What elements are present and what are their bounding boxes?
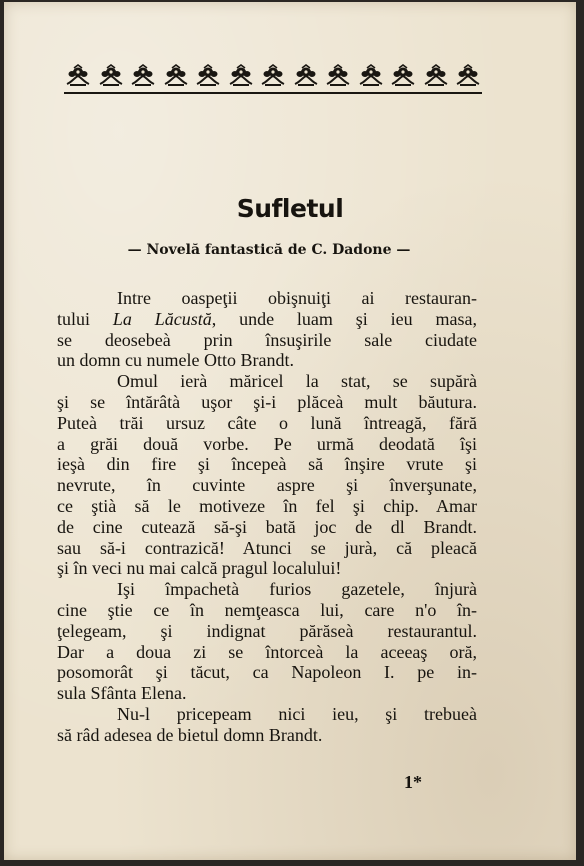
header-rule [64, 92, 482, 94]
text-line: Intre oaspeţii obişnuiţi ai restauran- [117, 288, 477, 308]
flower-ornament-icon [194, 64, 222, 88]
flower-ornament-icon [357, 64, 385, 88]
text-line: Nu-l pricepeam nici ieu, şi trebueà [117, 703, 477, 724]
flower-ornament-icon [97, 64, 125, 88]
flower-ornament-icon [454, 64, 482, 88]
flower-border [64, 62, 482, 90]
flower-ornament-icon [227, 64, 255, 88]
text-line: se deosebeà prin însuşirile sale ciudate [57, 329, 477, 350]
flower-ornament-icon [324, 64, 352, 88]
text-line: Puteà trăi ursuz câte o lună întreagă, fără [57, 412, 477, 433]
body-text [57, 288, 477, 746]
text-line: Omul ierà măricel la stat, se supărà [117, 371, 477, 392]
text-line: sau să-i contrazică! Atunci se jurà, că pleacă [57, 537, 477, 558]
text-line: ce ştià să le motiveze în fel şi chip. Amar [57, 495, 477, 516]
text-line: şi se întărâtà uşor şi-i plăceà mult băutura. [57, 391, 477, 412]
text-line: tului La Lăcustă, unde luam şi ieu masa, [57, 308, 477, 329]
flower-ornament-icon [292, 64, 320, 88]
book-page [4, 2, 576, 860]
page-number: 1* [404, 772, 422, 792]
flower-ornament-icon [259, 64, 287, 88]
text-line: Işi împachetà furios gazetele, înjurà [117, 579, 477, 600]
chapter-subtitle: — Novelă fantastică de C. Dadone — [127, 242, 411, 258]
chapter-title: Sufletul [236, 194, 344, 223]
text-line: şi în veci nu mai calcă pragul localului! [57, 558, 342, 579]
flower-ornament-icon [389, 64, 417, 88]
text-line: a grăi două vorbe. Pe urmă deodată îşi [57, 433, 477, 454]
text-line: un domn cu numele Otto Brandt. [57, 350, 294, 371]
text-line: de cine cutează să-şi bată joc de dl Brandt. [57, 516, 477, 537]
text-line: ieşà din fire şi începeà să înşire vrute şi [57, 454, 477, 475]
text-line: să râd adesea de bietul domn Brandt. [57, 724, 323, 745]
flower-ornament-icon [162, 64, 190, 88]
text-line: Dar a doua zi se întorceà la aceeaş oră, [57, 641, 477, 662]
text-line: sula Sfânta Elena. [57, 683, 187, 704]
flower-ornament-icon [129, 64, 157, 88]
restaurant-name: La Lăcustă [112, 308, 212, 329]
flower-ornament-icon [422, 64, 450, 88]
text-line: nevrute, în cuvinte aspre şi înverşunate, [57, 475, 477, 496]
text-line: posomorât şi tăcut, ca Napoleon I. pe in- [57, 662, 477, 683]
text-line: cine ştie ce în nemţeasca lui, care n'o în- [57, 599, 477, 620]
text-line: ţelegeam, şi indignat părăseà restaurantul. [57, 620, 477, 641]
header-ornament [64, 62, 482, 94]
flower-ornament-icon [64, 64, 92, 88]
